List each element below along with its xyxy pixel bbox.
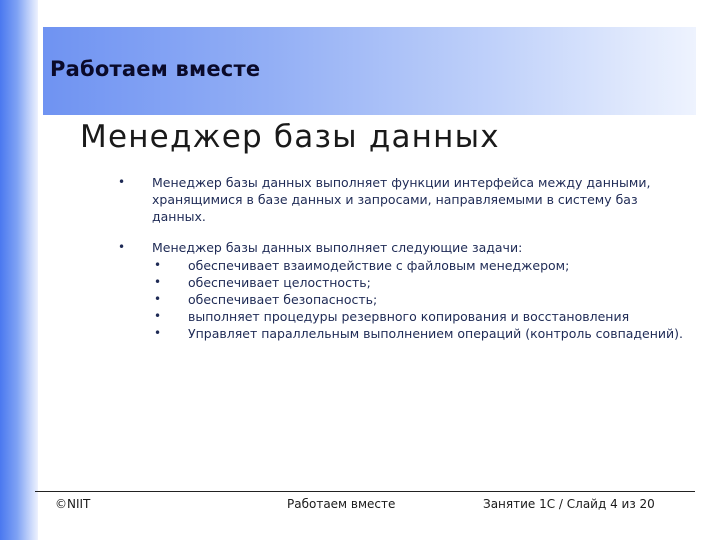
footer-slide-number: Занятие 1С / Слайд 4 из 20 — [483, 497, 655, 511]
sub-bullet-text: обеспечивает безопасность; — [188, 292, 378, 307]
sub-bullet-list — [152, 257, 691, 342]
bullet-icon: • — [154, 258, 162, 272]
bullet-icon: • — [154, 292, 162, 306]
slide-title: Менеджер базы данных — [80, 119, 500, 155]
left-gradient-bar — [0, 0, 38, 540]
footer-divider — [35, 491, 695, 492]
bullet-text: Менеджер базы данных выполняет следующие задачи: — [152, 240, 523, 255]
footer-course-title: Работаем вместе — [287, 497, 396, 511]
bullet-item — [116, 174, 691, 225]
sub-bullet-item — [152, 291, 691, 308]
bullet-item — [116, 239, 691, 342]
sub-bullet-text: выполняет процедуры резервного копирования и восстановления — [188, 309, 630, 324]
bullet-icon: • — [118, 175, 126, 189]
sub-bullet-item — [152, 325, 691, 342]
sub-bullet-item — [152, 274, 691, 291]
sub-bullet-text: обеспечивает взаимодействие с файловым менеджером; — [188, 258, 570, 273]
bullet-icon: • — [154, 326, 162, 340]
sub-bullet-item — [152, 257, 691, 274]
bullet-icon: • — [154, 309, 162, 323]
sub-bullet-text: обеспечивает целостность; — [188, 275, 371, 290]
footer-copyright: ©NIIT — [55, 497, 91, 511]
header-title: Работаем вместе — [50, 57, 261, 81]
slide-content — [116, 174, 691, 356]
bullet-text: Менеджер базы данных выполняет функции интерфейса между данными, хранящимися в базе данных и запросами, направляемыми в систему баз данных. — [152, 175, 651, 224]
bullet-icon: • — [154, 275, 162, 289]
bullet-icon: • — [118, 240, 126, 254]
sub-bullet-item — [152, 308, 691, 325]
sub-bullet-text: Управляет параллельным выполнением операций (контроль совпадений). — [188, 326, 684, 341]
